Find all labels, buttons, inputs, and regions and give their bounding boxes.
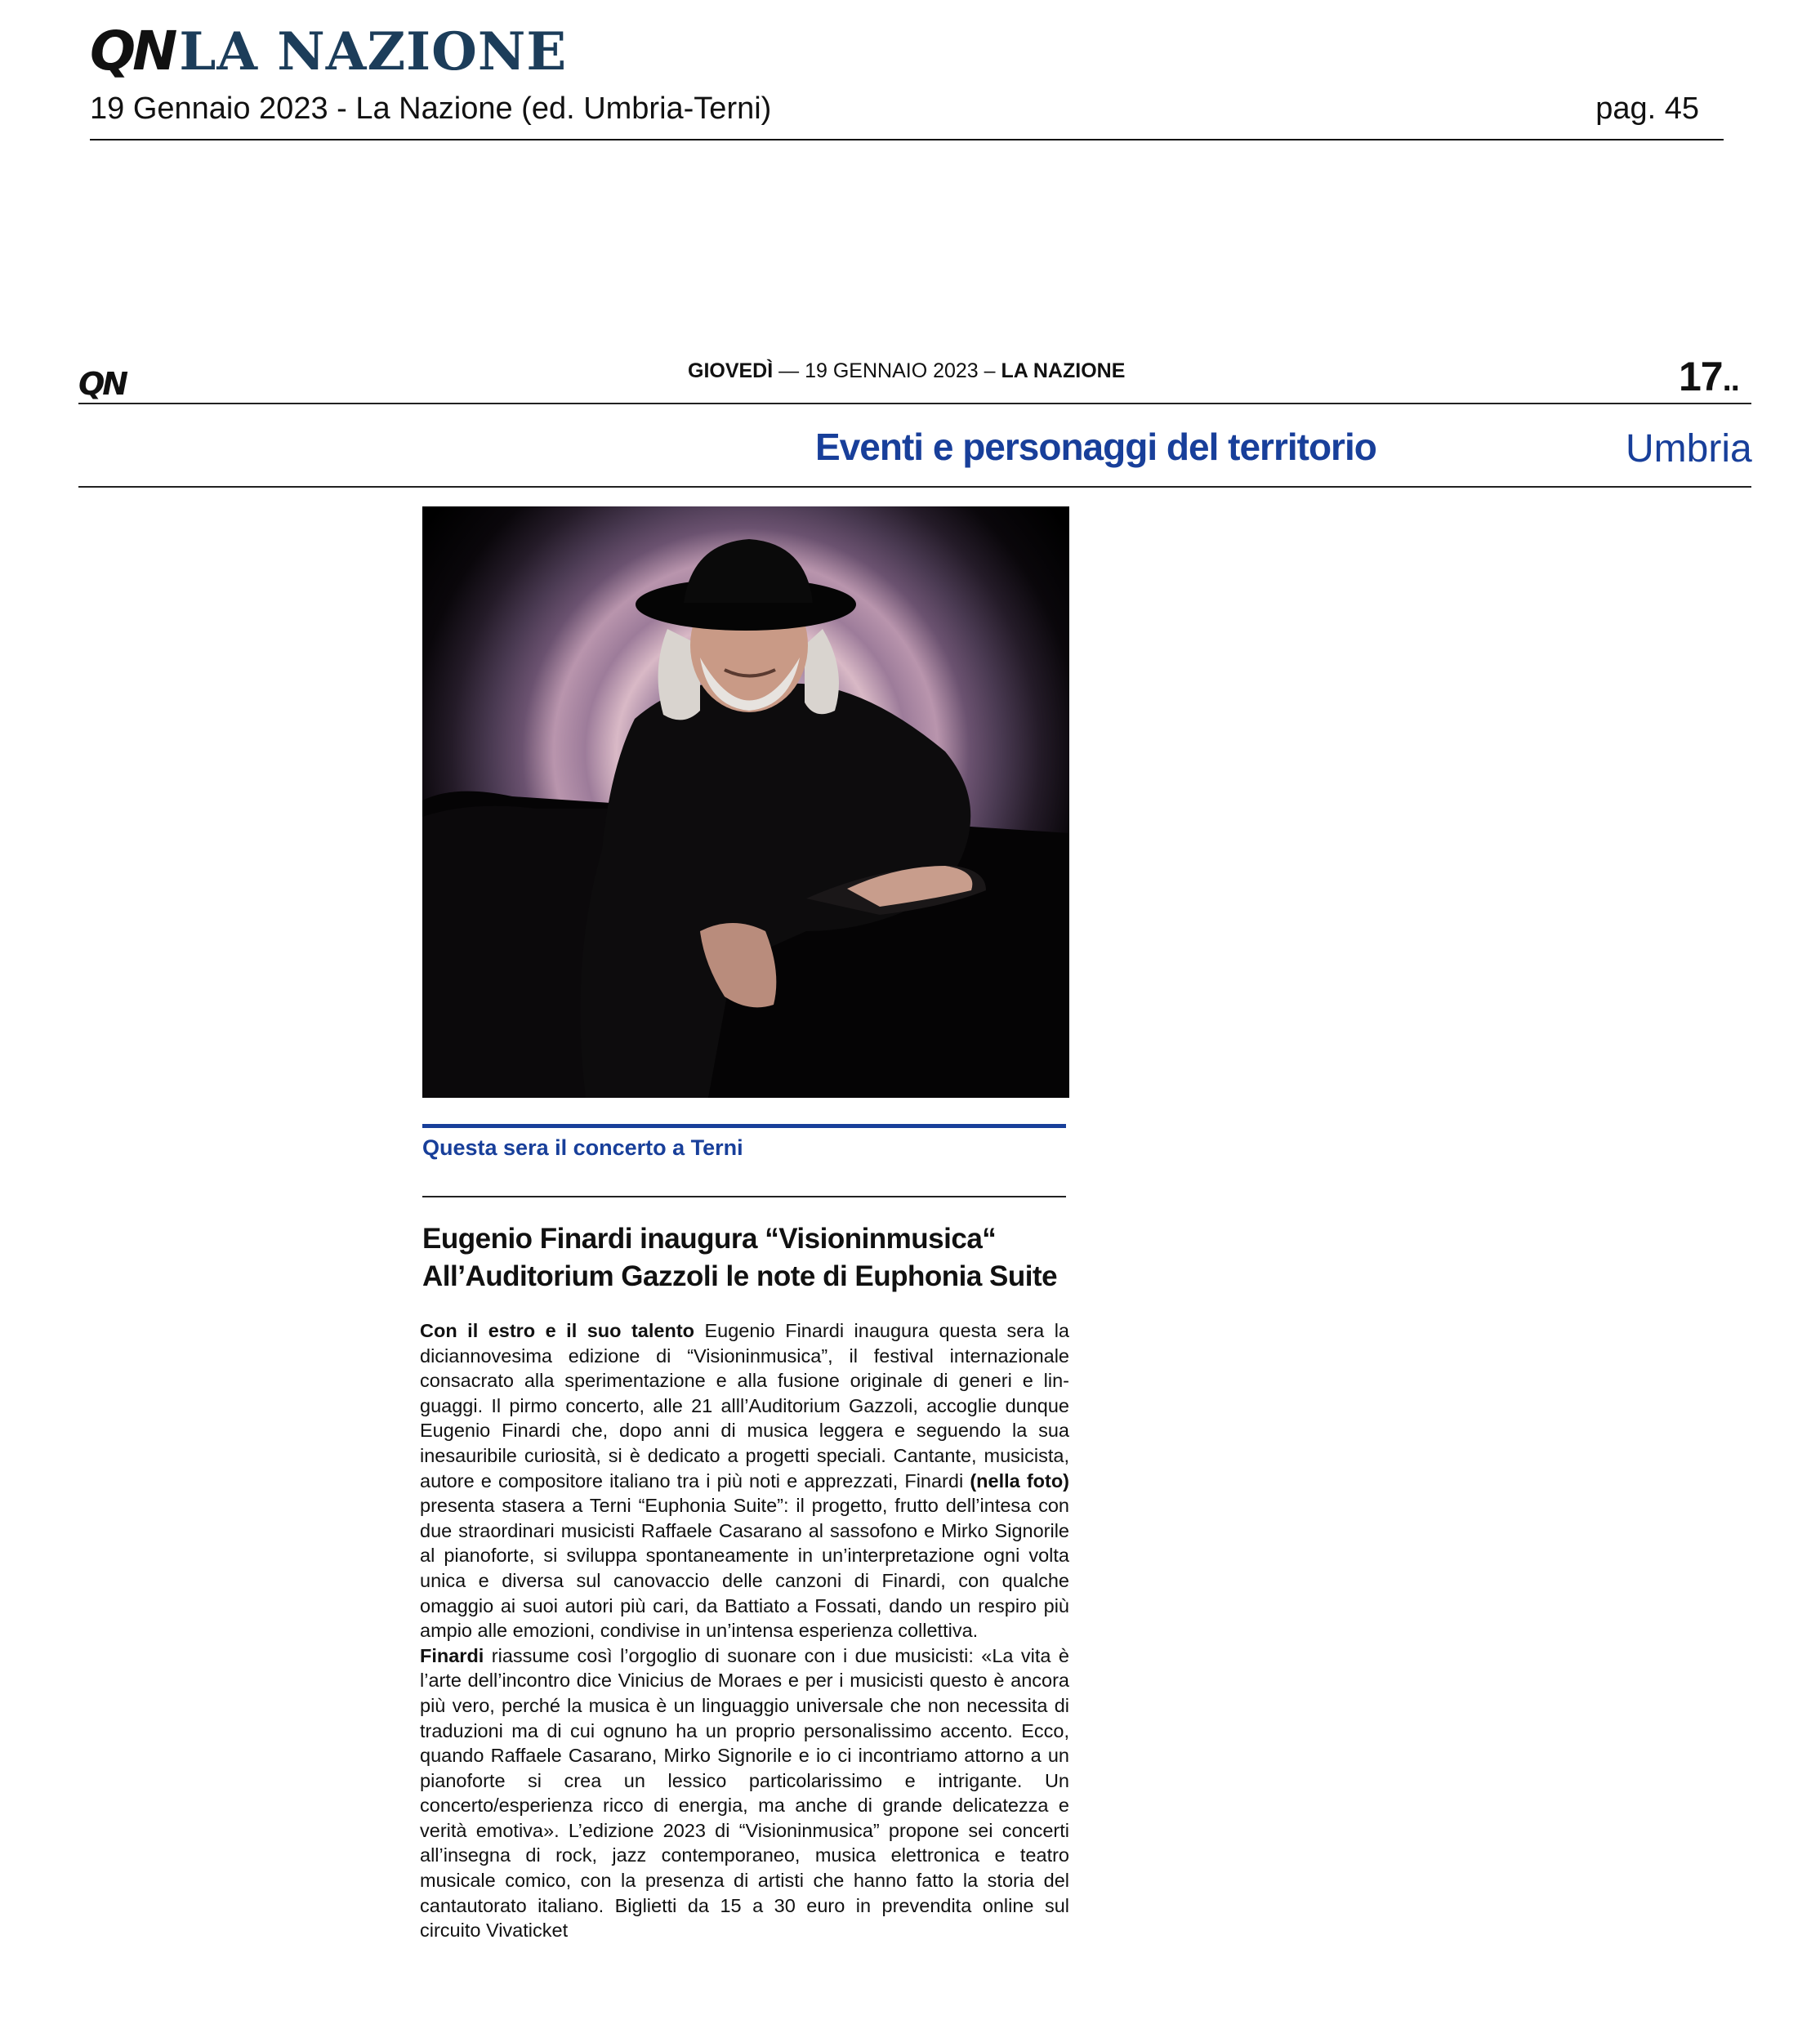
clipping-divider	[90, 139, 1724, 140]
paragraph-2	[420, 1643, 1069, 1943]
headline-rule	[422, 1196, 1066, 1197]
paragraph-1-lead: Con il estro e il suo talento	[420, 1320, 695, 1341]
photo-reference: (nella foto)	[970, 1469, 1070, 1492]
page-reference: pag. 45	[1595, 91, 1699, 126]
article-kicker: Questa sera il concerto a Terni	[422, 1135, 743, 1160]
clipping-meta	[90, 91, 1699, 127]
logo-wordmark: LA NAZIONE	[179, 21, 568, 82]
header-rule	[78, 403, 1751, 404]
la-nazione-logo	[90, 20, 1724, 82]
newspaper-page-number	[1679, 353, 1739, 400]
finardi-photo	[422, 506, 1069, 1098]
article-body	[420, 1318, 1069, 1943]
headline-line-1: Eugenio Finardi inaugura “Visioninmusica“	[422, 1223, 997, 1255]
paragraph-2-text: riassume così l’orgoglio di suonare con i due musicisti: «La vita è l’arte dell’incontro dice Vinicius de Moraes e per i musicisti questo è ancora più vero, perché la musica è un linguaggio universale che non necessita di traduzioni ma di cui ognuno ha un proprio personalissimo accento. Ecco, quando Raffaele Casarano, Mirko Signorile e io ci incontriamo attorno a un pianoforte si crea un lessico particolarissimo e intrigante. Un concerto/esperienza ricco di energia, ma anche di grande delicatezza e verità emotiva». L’edizione 2023 di “Visioninmusica” propone sei concerti all’insegna di rock, jazz contemporaneo, musica elettronica e teatro musicale comico, con la presenza di artisti che hanno fatto la storia del cantautorato italiano. Biglietti da 15 a 30 euro in prevendita online sul circuito Vivaticket	[420, 1644, 1069, 1942]
paragraph-1	[420, 1318, 1069, 1643]
article-headline	[422, 1220, 1076, 1295]
headline-line-2: All’Auditorium Gazzoli le note di Euphonia Suite	[422, 1260, 1058, 1292]
kicker-rule	[422, 1124, 1066, 1128]
clipping-header	[90, 20, 1724, 126]
dateline-weekday: GIOVEDÌ	[688, 359, 774, 382]
page-number-dots-icon: ..	[1722, 362, 1739, 398]
logo-qn-mark: QN	[90, 20, 175, 82]
dateline-paper: LA NAZIONE	[1001, 359, 1126, 382]
page-number-value: 17	[1679, 354, 1723, 399]
source-line: 19 Gennaio 2023 - La Nazione (ed. Umbria-Terni)	[90, 91, 772, 126]
paragraph-1-text-b: presenta stasera a Terni “Euphonia Suite”: il progetto, frutto dell’intesa con due straordinari musicisti Raffaele Casarano al sassofono e Mirko Signorile al pianoforte, si sviluppa spontaneamente in un’interpretazione ogni volta unica e diversa sul canovaccio delle canzoni di Finardi, con qualche omaggio ai suoi autori più cari, da Battiato a Fossati, dando un respiro più ampio alle emozioni, condivise in un’intensa esperienza collettiva.	[420, 1495, 1069, 1642]
newspaper-qn-logo: QN	[78, 366, 127, 402]
dateline	[688, 359, 1125, 383]
section-title: Eventi e personaggi del territorio	[815, 426, 1376, 468]
dateline-dash: –	[984, 359, 996, 382]
dateline-date: 19 GENNAIO 2023	[805, 359, 979, 382]
region-label: Umbria	[1626, 427, 1752, 470]
paragraph-2-lead: Finardi	[420, 1644, 484, 1666]
paragraph-1-text-a: Eugenio Finardi inaugura questa sera la diciannovesima edizione di “Visioninmusica”, il festival internazionale consacrato alla sperimentazione e alla fusione originale di generi e linguaggi. Il pirmo concerto, alle 21 alll’Auditorium Gazzoli, accoglie dunque Eugenio Finardi che, dopo anni di musica leggera e seguendo la sua inesauribile curiosità, si è dedicato a progetti speciali. Cantante, musicista, autore e compositore italiano tra i più noti e apprezzati, Finardi	[420, 1320, 1069, 1492]
dateline-dash: —	[778, 359, 800, 382]
section-rule	[78, 486, 1751, 488]
portrait-illustration	[422, 506, 1069, 1098]
